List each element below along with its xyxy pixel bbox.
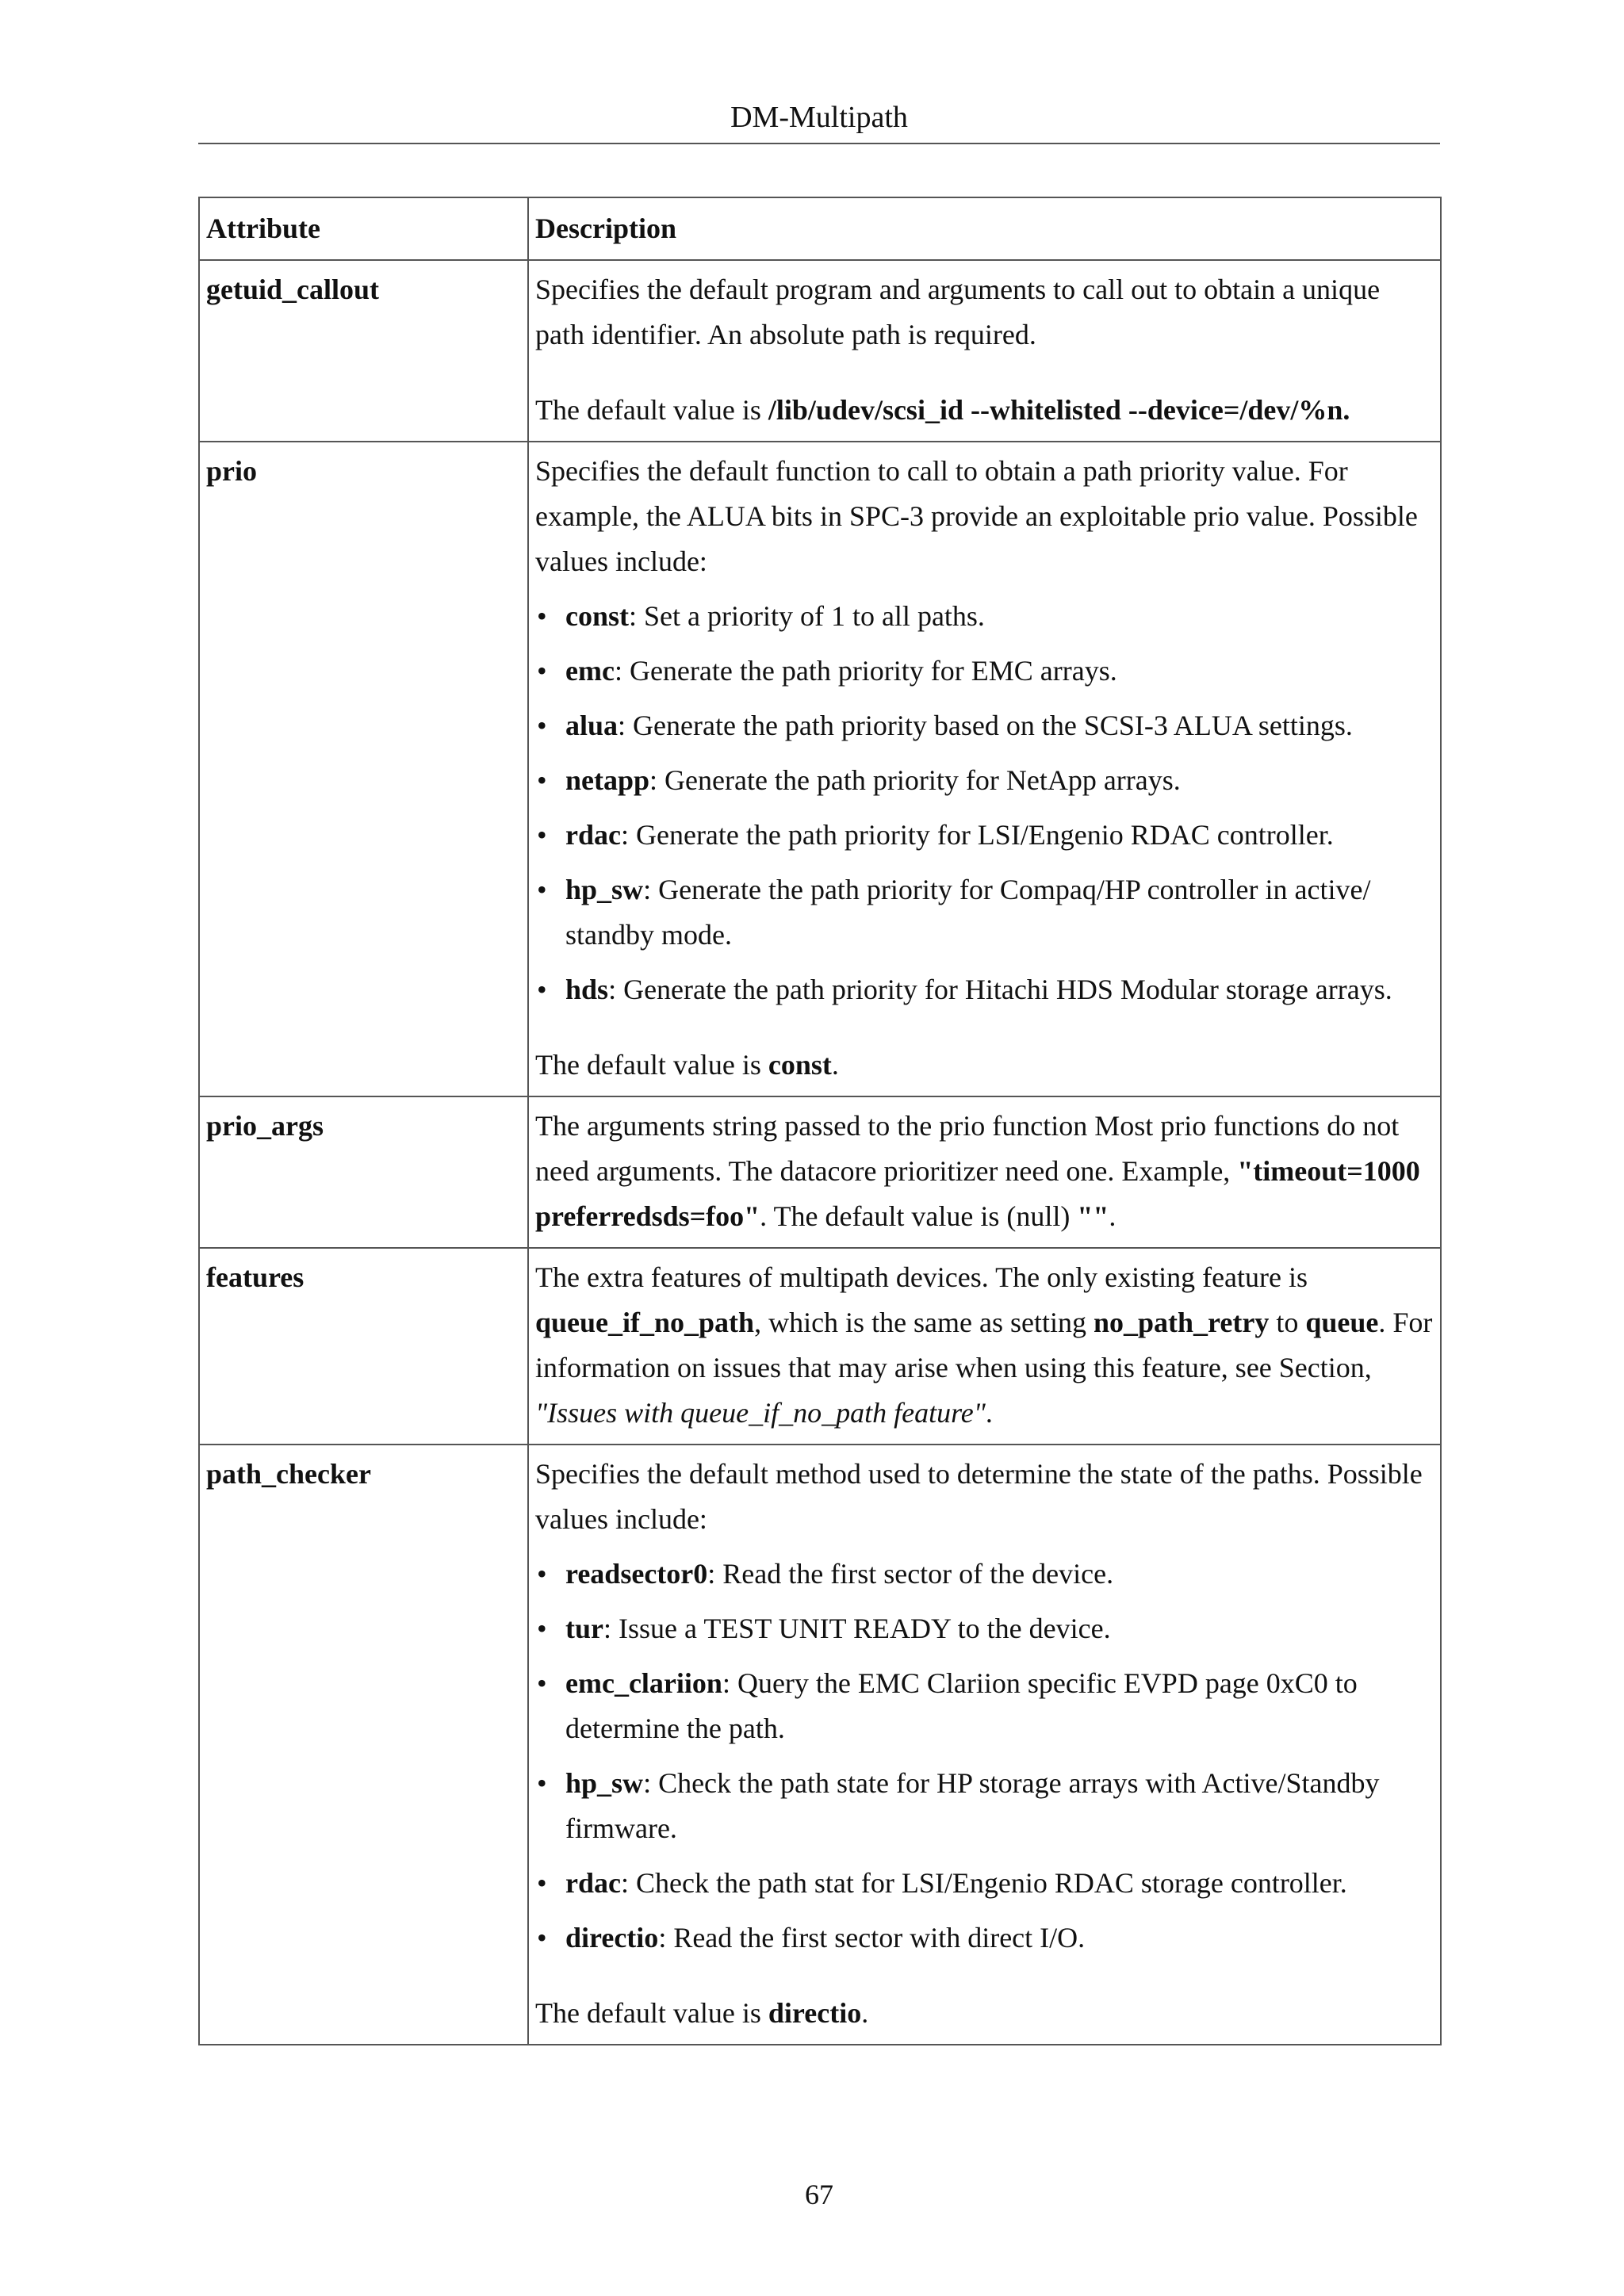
attribute-description xyxy=(528,1445,1441,2045)
description-text: Specifies the default method used to determine the state of the paths. Possible values include: xyxy=(535,1458,1423,1535)
text-segment: to xyxy=(1269,1307,1306,1338)
value-term: directio xyxy=(565,1922,659,1954)
text-segment: . The default value is (null) xyxy=(760,1200,1078,1232)
bullet-icon: • xyxy=(537,1867,547,1899)
bullet-icon: • xyxy=(537,710,547,741)
bullet-icon: • xyxy=(537,1613,547,1644)
list-item xyxy=(535,1606,1434,1651)
bullet-icon: • xyxy=(537,1767,547,1799)
bullet-icon: • xyxy=(537,819,547,851)
bullet-icon: • xyxy=(537,764,547,796)
default-value: /lib/udev/scsi_id --whitelisted --device=/dev/%n. xyxy=(768,394,1350,426)
list-item xyxy=(535,813,1434,858)
value-term: const xyxy=(565,600,629,632)
attributes-table xyxy=(198,197,1442,2045)
text-segment: . For information on issues that may arise when using this feature, see Section, xyxy=(535,1307,1433,1383)
list-item xyxy=(535,1552,1434,1597)
value-term: hds xyxy=(565,974,609,1005)
attribute-description xyxy=(528,442,1441,1096)
possible-values-list xyxy=(535,594,1434,1012)
attribute-description xyxy=(528,1096,1441,1248)
possible-values-list xyxy=(535,1552,1434,1961)
value-text: : Generate the path priority for EMC arrays. xyxy=(614,655,1117,687)
page-header: DM-Multipath xyxy=(198,98,1440,144)
text-segment: , which is the same as setting xyxy=(754,1307,1094,1338)
list-item xyxy=(535,703,1434,748)
value-term: emc xyxy=(565,655,615,687)
table-row-features xyxy=(199,1248,1441,1445)
text-segment: The arguments string passed to the prio function Most prio functions do not need arguments. The datacore prioritizer need one. Example, xyxy=(535,1110,1400,1187)
value-text: : Check the path stat for LSI/Engenio RDAC storage controller. xyxy=(620,1867,1347,1899)
list-item xyxy=(535,1761,1434,1851)
value-term: netapp xyxy=(565,764,650,796)
value-term: emc_clariion xyxy=(565,1667,722,1699)
setting-name: no_path_retry xyxy=(1094,1307,1270,1338)
column-header-attribute: Attribute xyxy=(199,197,528,260)
default-label: The default value is xyxy=(535,1997,768,2029)
value-text: : Read the first sector of the device. xyxy=(707,1558,1114,1590)
value-text: : Check the path state for HP storage arrays with Active/Standby firmware. xyxy=(565,1767,1380,1844)
text-segment: The extra features of multipath devices. The only existing feature is xyxy=(535,1261,1308,1293)
list-item xyxy=(535,1661,1434,1751)
value-text: : Query the EMC Clariion specific EVPD page 0xC0 to determine the path. xyxy=(565,1667,1358,1744)
table-row-getuid-callout xyxy=(199,260,1441,442)
bullet-icon: • xyxy=(537,600,547,632)
value-term: hp_sw xyxy=(565,874,644,905)
description-text: Specifies the default program and arguments to call out to obtain a unique path identifier. An absolute path is required. xyxy=(535,274,1381,350)
list-item xyxy=(535,867,1434,958)
attribute-description xyxy=(528,260,1441,442)
default-value-line xyxy=(535,1043,1434,1088)
attribute-description xyxy=(528,1248,1441,1445)
default-value-line xyxy=(535,388,1434,433)
list-item xyxy=(535,967,1434,1012)
bullet-icon: • xyxy=(537,874,547,905)
table-row-prio-args xyxy=(199,1096,1441,1248)
attribute-name: prio_args xyxy=(199,1096,528,1248)
value-term: rdac xyxy=(565,1867,621,1899)
value-term: rdac xyxy=(565,819,621,851)
null-value: "" xyxy=(1077,1200,1109,1232)
table-row-prio xyxy=(199,442,1441,1096)
value-term: readsector0 xyxy=(565,1558,708,1590)
value-text: : Generate the path priority for Hitachi HDS Modular storage arrays. xyxy=(608,974,1392,1005)
page-number: 67 xyxy=(805,2179,833,2210)
setting-value: queue xyxy=(1305,1307,1379,1338)
column-header-description: Description xyxy=(528,197,1441,260)
default-label: The default value is xyxy=(535,394,768,426)
value-term: tur xyxy=(565,1613,603,1644)
default-label: The default value is xyxy=(535,1049,768,1081)
description-text xyxy=(535,1104,1434,1239)
text-segment: . xyxy=(985,1397,993,1429)
list-item xyxy=(535,1915,1434,1961)
section-reference: "Issues with queue_if_no_path feature" xyxy=(535,1397,986,1429)
attribute-name: prio xyxy=(199,442,528,1096)
bullet-icon: • xyxy=(537,1558,547,1590)
table-row-path-checker xyxy=(199,1445,1441,2045)
value-text: : Generate the path priority for Compaq/HP controller in active/ standby mode. xyxy=(565,874,1371,951)
attribute-name: features xyxy=(199,1248,528,1445)
list-item xyxy=(535,594,1434,639)
value-text: : Set a priority of 1 to all paths. xyxy=(629,600,985,632)
list-item xyxy=(535,1861,1434,1906)
default-value: const xyxy=(768,1049,832,1081)
list-item xyxy=(535,758,1434,803)
text-segment: . xyxy=(1109,1200,1116,1232)
default-value-line xyxy=(535,1991,1434,2036)
value-text: : Read the first sector with direct I/O. xyxy=(658,1922,1086,1954)
table-header-row xyxy=(199,197,1441,260)
value-text: : Issue a TEST UNIT READY to the device. xyxy=(603,1613,1111,1644)
default-suffix: . xyxy=(861,1997,869,2029)
value-term: alua xyxy=(565,710,619,741)
bullet-icon: • xyxy=(537,974,547,1005)
list-item xyxy=(535,649,1434,694)
feature-name: queue_if_no_path xyxy=(535,1307,755,1338)
bullet-icon: • xyxy=(537,1922,547,1954)
bullet-icon: • xyxy=(537,655,547,687)
default-suffix: . xyxy=(831,1049,839,1081)
value-text: : Generate the path priority based on the SCSI-3 ALUA settings. xyxy=(618,710,1353,741)
description-text xyxy=(535,1255,1434,1436)
value-term: hp_sw xyxy=(565,1767,644,1799)
bullet-icon: • xyxy=(537,1667,547,1699)
example-value: "timeout=1000 preferredsds=foo" xyxy=(535,1155,1420,1232)
value-text: : Generate the path priority for LSI/Engenio RDAC controller. xyxy=(620,819,1334,851)
attribute-name: path_checker xyxy=(199,1445,528,2045)
description-text: Specifies the default function to call to obtain a path priority value. For example, the ALUA bits in SPC-3 provide an exploitable prio value. Possible values include: xyxy=(535,455,1418,577)
default-value: directio xyxy=(768,1997,862,2029)
value-text: : Generate the path priority for NetApp arrays. xyxy=(649,764,1181,796)
attribute-name: getuid_callout xyxy=(199,260,528,442)
